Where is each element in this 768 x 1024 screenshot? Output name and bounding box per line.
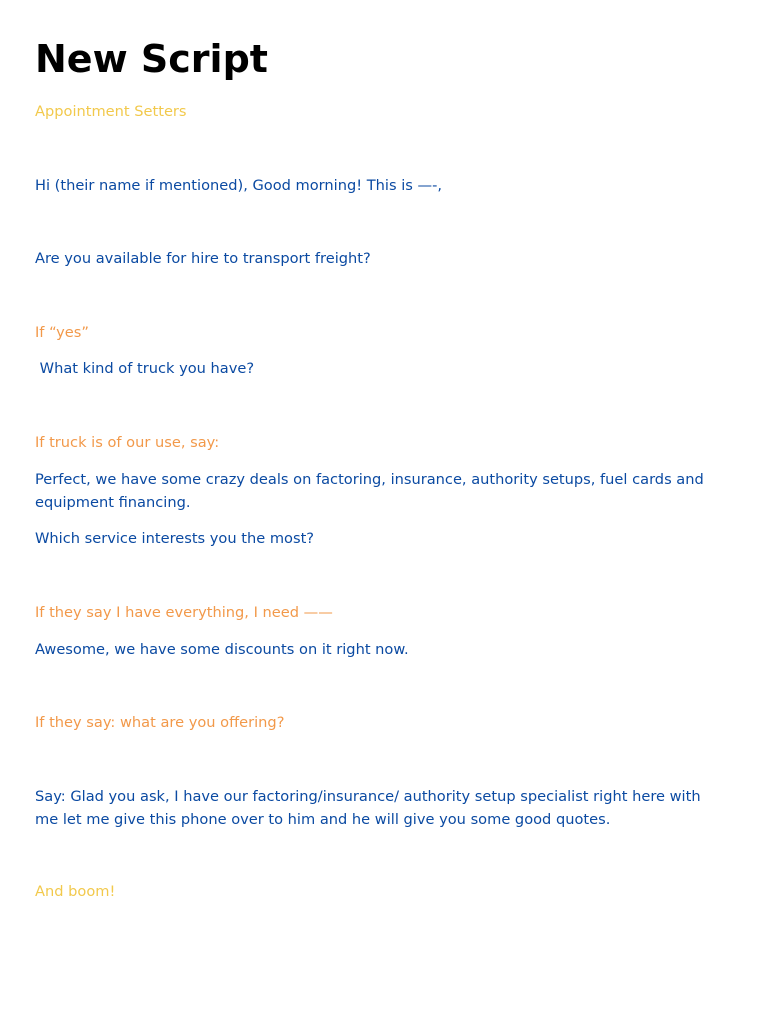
dialogue-line-truck-kind: What kind of truck you have? [35,360,255,377]
dialogue-line-greeting: Hi (their name if mentioned), Good morning! This is —-, [35,177,442,194]
closing-line: And boom! [35,883,116,900]
dialogue-line-deals: Perfect, we have some crazy deals on factoring, insurance, authority setups, fuel cards and equipment financing. [35,471,709,511]
dialogue-line-discounts: Awesome, we have some discounts on it right now. [35,641,409,658]
dialogue-line-service-interest: Which service interests you the most? [35,530,315,547]
condition-line-truck-use: If truck is of our use, say: [35,434,220,451]
condition-line-have-everything: If they say I have everything, I need —— [35,604,333,621]
condition-line-yes: If “yes” [35,324,89,341]
page-title: New Script [35,37,268,81]
dialogue-line-specialist: Say: Glad you ask, I have our factoring/insurance/ authority setup specialist right here with me let me give this phone over to him and he will give you some good quotes. [35,788,706,828]
condition-line-offering: If they say: what are you offering? [35,714,285,731]
dialogue-line-availability: Are you available for hire to transport freight? [35,250,371,267]
page-subtitle: Appointment Setters [35,103,187,120]
